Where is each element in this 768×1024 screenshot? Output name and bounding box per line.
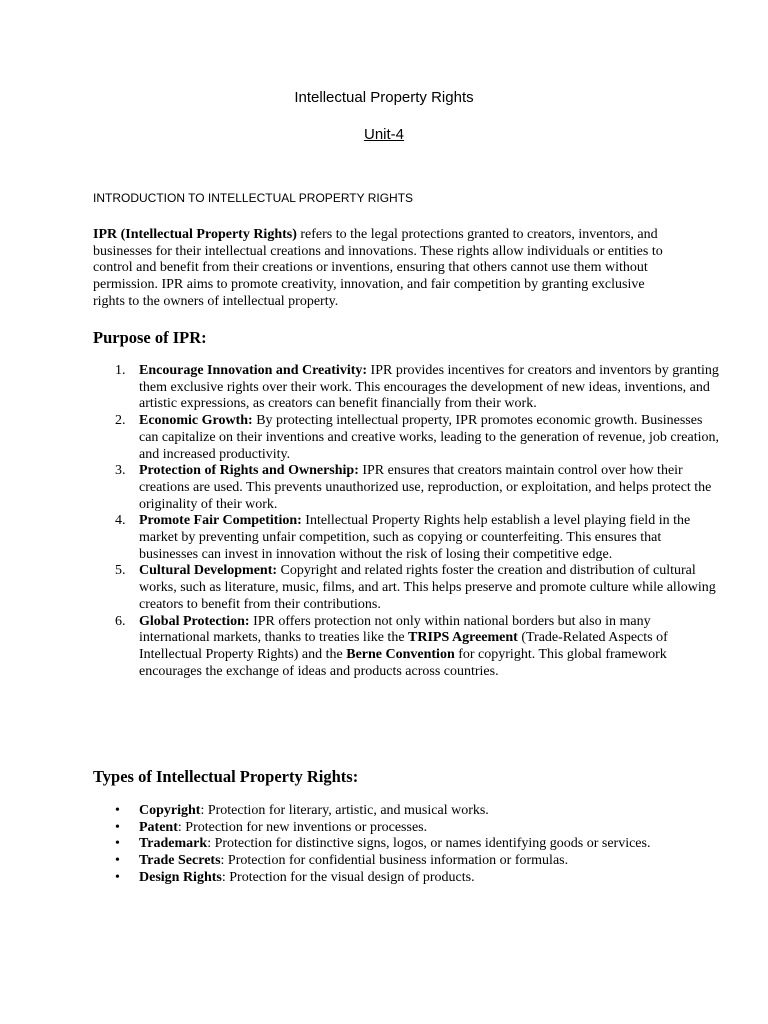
purpose-term: Global Protection: [139,613,250,629]
purpose-text: Intellectual Property Rights help establish a level playing field in the market by preventing unfair competition, such as copying or counterfeiting. This ensures that businesses can invest in innovation without the risk of losing their competitive edge. [139,513,691,562]
purpose-item [115,513,720,563]
types-list [93,803,699,887]
bullet-icon: • [115,819,120,835]
berne-convention: Berne Convention [346,646,455,662]
purpose-text: IPR ensures that creators maintain control over how their creations are used. This prevents unauthorized use, reproduction, or exploitation, and helps protect the originality of their work. [139,463,712,512]
purpose-heading: Purpose of IPR: [93,328,207,347]
unit-label: Unit-4 [363,126,404,143]
purpose-text: IPR provides incentives for creators and inventors by granting them exclusive rights over their work. This encourages the development of new ideas, inventions, and artistic expressions, as creators can benefit financially from their work. [139,363,719,412]
bullet-icon: • [115,836,120,852]
type-term: Patent [139,819,178,835]
purpose-term: Encourage Innovation and Creativity: [139,363,368,378]
purpose-text: (Trade-Related Aspects of Intellectual Property Rights) and the [139,630,668,662]
list-number: 2. [115,413,126,429]
list-number: 3. [115,463,126,479]
purpose-item [115,563,720,613]
type-text: : Protection for the visual design of products. [221,869,475,885]
purpose-item [115,363,720,413]
purpose-term: Cultural Development: [139,563,278,579]
type-text: : Protection for confidential business information or formulas. [220,853,569,869]
purpose-item [115,613,720,681]
type-term: Copyright [139,803,201,818]
type-text: : Protection for distinctive signs, logos, or names identifying goods or services. [207,836,651,852]
types-heading: Types of Intellectual Property Rights: [93,767,359,786]
list-number: 6. [115,613,126,629]
trips-agreement: TRIPS Agreement [408,630,518,646]
intro-paragraph [93,227,673,311]
intro-text: refers to the legal protections granted to creators, inventors, and businesses for their intellectual creations and innovations. These rights allow individuals or entities to control and benefit from their creations or inventions, ensuring that others cannot use them without permission. IPR aims to promote creativity, innovation, and fair competition by granting exclusive rights to the owners of intellectual property. [93,227,663,309]
type-item [115,836,699,853]
purpose-term: Protection of Rights and Ownership: [139,463,359,479]
purpose-text: By protecting intellectual property, IPR promotes economic growth. Businesses can capitalize on their inventions and creative works, leading to the generation of revenue, job creation, and increased productivity. [139,413,719,462]
list-number: 1. [115,363,126,378]
bullet-icon: • [115,803,120,818]
type-text: : Protection for literary, artistic, and musical works. [200,803,489,818]
bullet-icon: • [115,853,120,869]
type-item [115,819,699,837]
purpose-term: Promote Fair Competition: [139,513,302,529]
bullet-icon: • [115,869,120,885]
purpose-item [115,413,720,463]
type-term: Trade Secrets [139,853,221,869]
type-text: : Protection for new inventions or processes. [177,819,428,835]
intro-term: IPR (Intellectual Property Rights) [93,227,297,242]
purpose-item [115,463,720,513]
list-number: 4. [115,513,126,529]
document-title: Intellectual Property Rights [294,89,474,106]
purpose-term: Economic Growth: [139,413,253,429]
purpose-text: IPR offers protection not only within national borders but also in many international markets, thanks to treaties like the [139,613,651,646]
type-term: Trademark [139,836,208,852]
purpose-text: for copyright. This global framework encourages the exchange of ideas and products across countries. [139,646,667,679]
type-term: Design Rights [139,869,222,885]
type-item [115,853,699,870]
purpose-text: Copyright and related rights foster the creation and distribution of cultural works, such as literature, music, films, and art. This helps preserve and promote culture while allowing creators to benefit from their contributions. [139,563,716,612]
purpose-list [93,363,720,680]
intro-heading: INTRODUCTION TO INTELLECTUAL PROPERTY RIGHTS [93,191,414,205]
type-item [115,869,699,887]
type-item [115,803,699,820]
list-number: 5. [115,563,126,579]
